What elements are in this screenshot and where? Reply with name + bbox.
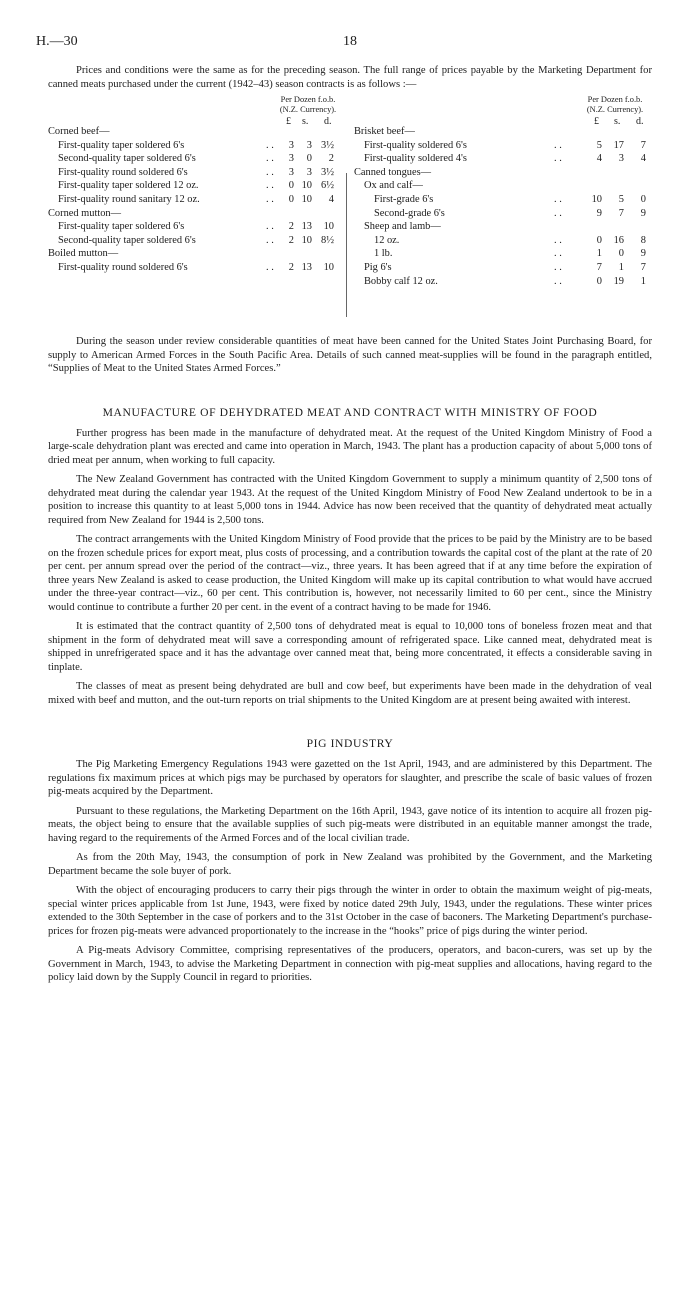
page-header	[36, 34, 664, 52]
currency-label: (N.Z. Currency).	[279, 105, 337, 114]
section-paragraph: The contract arrangements with the United Kingdom Ministry of Food provide that the prices to be paid by the Ministry are to be based on the frozen schedule prices for export meat, plus costs of processing, and a contribution towards the capital cost of the plant at the rate of 20 per cent. per annum spread over the period of the contract—viz., three years. It has been agreed that if at any time before the expiration of three years New Zealand is asked to cease production, the United Kingdom will make up its capital contribution to what would have accrued under the three-year contract—viz., 60 per cent. This contribution is, however, not necessarily limited to 60 per cent., since the Ministry would continue to contribute a further 20 per cent. in the event of a contract having to be made for 1946.	[48, 534, 652, 613]
pounds-value: 3	[288, 139, 294, 151]
pounds-value: 4	[596, 153, 602, 165]
price-row	[48, 220, 338, 234]
section-dehydrated-meat	[48, 406, 652, 708]
price-row	[48, 207, 338, 221]
section-pig-industry	[48, 737, 652, 985]
leader-dots: . .	[266, 234, 274, 246]
price-row	[48, 125, 338, 139]
pounds-value: 2	[288, 234, 294, 246]
price-row	[354, 275, 652, 289]
leader-dots: . .	[554, 248, 562, 260]
price-row	[354, 261, 652, 275]
price-item-label: Sheep and lamb—	[364, 221, 441, 233]
leader-dots: . .	[554, 153, 562, 165]
section-paragraph: A Pig-meats Advisory Committee, comprising representatives of the producers, operators, and bacon-curers, was set up by the Government in March, 1943, to advise the Marketing Department in connection with pig-meat supplies and allocations, having regard to the policy laid down by the Supply Council in regard to priorities.	[48, 945, 652, 983]
price-row	[354, 234, 652, 248]
per-dozen-label: Per Dozen f.o.b.	[280, 95, 336, 104]
leader-dots: . .	[266, 153, 274, 165]
pence-value: 6½	[321, 180, 334, 192]
price-item-label: Bobby calf 12 oz.	[364, 275, 438, 287]
shillings-value: 10	[301, 193, 312, 205]
price-row	[354, 139, 652, 153]
page-number: 18	[343, 34, 357, 49]
pence-value: 2	[328, 153, 334, 165]
section-paragraph: The New Zealand Government has contracted with the United Kingdom Government to supply a minimum quantity of 2,500 tons of dehydrated meat during the calendar year 1943. At the request of the United Kingdom Ministry of Food New Zealand undertook to be in a position to increase this quantity to at least 5,000 tons in 1944. Advice has now been received that the quantity of dehydrated meat actually required from New Zealand for 1944 is 2,500 tons.	[48, 474, 652, 526]
price-item-label: First-quality taper soldered 6's	[58, 221, 185, 233]
pounds-value: 0	[596, 275, 602, 287]
price-item-label: Ox and calf—	[364, 180, 423, 192]
pence-value: 3½	[321, 139, 334, 151]
section-paragraph: The classes of meat as present being dehydrated are bull and cow beef, but experiments have been made in the dehydration of veal mixed with beef and mutton, and the out-turn reports on trial shipments to the United Kingdom are at present being awaited with interest.	[48, 681, 652, 706]
pounds-value: 2	[288, 221, 294, 233]
price-row	[354, 166, 652, 180]
per-dozen-label: Per Dozen f.o.b.	[587, 95, 643, 104]
pence-header: d.	[324, 116, 332, 127]
shillings-value: 10	[301, 234, 312, 246]
leader-dots: . .	[554, 261, 562, 273]
pounds-value: 0	[596, 234, 602, 246]
leader-dots: . .	[266, 193, 274, 205]
pounds-value: 10	[591, 193, 602, 205]
shillings-value: 13	[301, 261, 312, 273]
shillings-value: 1	[618, 261, 624, 273]
page-content	[48, 64, 652, 991]
leader-dots: . .	[266, 261, 274, 273]
pence-value: 9	[640, 207, 646, 219]
price-item-label: First-quality round soldered 6's	[58, 166, 188, 178]
column-divider	[346, 173, 347, 317]
section-heading: MANUFACTURE OF DEHYDRATED MEAT AND CONTRACT WITH MINISTRY OF FOOD	[102, 405, 598, 419]
price-row	[354, 125, 652, 139]
pounds-value: 2	[288, 261, 294, 273]
shillings-value: 3	[306, 166, 312, 178]
pence-value: 3½	[321, 166, 334, 178]
price-column-right	[354, 95, 652, 288]
price-item-label: 12 oz.	[374, 234, 400, 246]
price-row	[48, 234, 338, 248]
pence-value: 0	[640, 193, 646, 205]
pence-value: 8	[640, 234, 646, 246]
pence-header: d.	[636, 116, 644, 127]
shillings-value: 0	[306, 153, 312, 165]
shilling-header: s.	[614, 116, 621, 127]
leader-dots: . .	[554, 193, 562, 205]
section-paragraph: As from the 20th May, 1943, the consumption of pork in New Zealand was prohibited by the Government, and the Marketing Department became the sole buyer of pork.	[48, 852, 652, 877]
price-item-label: Second-quality taper soldered 6's	[58, 234, 196, 246]
price-row	[354, 179, 652, 193]
shilling-header: s.	[302, 116, 309, 127]
price-row	[48, 179, 338, 193]
price-item-label: Corned beef—	[48, 126, 110, 137]
price-item-label: Canned tongues—	[354, 166, 432, 178]
intro-paragraph: Prices and conditions were the same as for the preceding season. The full range of prices payable by the Marketing Department for canned meats purchased under the current (1942–43) season contracts is as follows :—	[48, 65, 652, 90]
leader-dots: . .	[266, 221, 274, 233]
price-item-label: First-quality round soldered 6's	[58, 261, 188, 273]
leader-dots: . .	[554, 234, 562, 246]
price-item-label: First-quality taper soldered 6's	[58, 139, 185, 151]
section-heading: PIG INDUSTRY	[306, 737, 394, 750]
price-row	[48, 261, 338, 275]
pounds-value: 0	[288, 180, 294, 192]
price-item-label: Corned mutton—	[48, 207, 122, 219]
section-paragraph: With the object of encouraging producers to carry their pigs through the winter in order to obtain the maximum weight of pig-meats, special winter prices applicable from 1st June, 1943, were fixed by notice dated 29th July, 1943, under the regulations. These winter prices extended to the 30th September in the case of porkers and to the 31st October in the case of baconers. The Marketing Department's purchase-prices for frozen pig-meats were advanced proportionately to the increase in the “hooks” price of pigs during the winter period.	[48, 885, 652, 937]
leader-dots: . .	[554, 139, 562, 151]
shillings-value: 0	[618, 248, 624, 260]
price-item-label: First-quality soldered 6's	[364, 139, 467, 151]
price-row	[48, 152, 338, 166]
shillings-value: 3	[618, 153, 624, 165]
pounds-value: 3	[288, 166, 294, 178]
pence-value: 4	[328, 193, 334, 205]
shillings-value: 7	[618, 207, 624, 219]
currency-label: (N.Z. Currency).	[586, 105, 644, 114]
price-item-label: Boiled mutton—	[48, 248, 119, 260]
price-row	[48, 166, 338, 180]
section-paragraph: It is estimated that the contract quantity of 2,500 tons of dehydrated meat is equal to 10,000 tons of boneless frozen meat and that shipment in the form of dehydrated meat will save a corresponding amount of refrigerated space. Like canned meat, dehydrated meat is shipped in unrefrigerated space and it has the advantage over canned meat that, being more concentrated, it effects a considerable saving in tinplate.	[48, 621, 652, 673]
leader-dots: . .	[266, 180, 274, 192]
section-paragraph: The Pig Marketing Emergency Regulations 1943 were gazetted on the 1st April, 1943, and are administered by this Department. The regulations fix maximum prices at which pigs may be purchased by operators for slaughter, and prescribe the scale of basic values of frozen pig-meats acquired by the Department.	[48, 759, 652, 797]
price-unit-label	[253, 95, 363, 115]
price-rows-right	[354, 125, 652, 288]
pound-header: £	[286, 116, 291, 127]
pence-value: 10	[323, 221, 334, 233]
pounds-value: 1	[596, 248, 602, 260]
price-row	[354, 247, 652, 261]
price-header-right	[354, 95, 652, 125]
price-unit-label	[560, 95, 670, 115]
leader-dots: . .	[554, 207, 562, 219]
leader-dots: . .	[554, 275, 562, 287]
pounds-value: 3	[288, 153, 294, 165]
price-item-label: First-quality taper soldered 12 oz.	[58, 180, 199, 192]
price-item-label: Second-grade 6's	[374, 207, 445, 219]
shillings-value: 13	[301, 221, 312, 233]
price-column-left	[48, 95, 338, 275]
price-item-label: Second-quality taper soldered 6's	[58, 153, 196, 165]
price-table	[48, 95, 652, 319]
shillings-value: 5	[618, 193, 624, 205]
pounds-value: 0	[288, 193, 294, 205]
price-row	[354, 220, 652, 234]
pence-value: 1	[640, 275, 646, 287]
section-paragraph: Pursuant to these regulations, the Marketing Department on the 16th April, 1943, gave notice of its intention to acquire all frozen pig-meats, the object being to ensure that the available supplies of such pig-meats were distributed in an equitable manner amongst the trade, having regard to the requirements of the Armed Forces and of the local civilian trade.	[48, 805, 652, 844]
pounds-value: 5	[596, 139, 602, 151]
price-item-label: Brisket beef—	[354, 126, 415, 137]
price-row	[354, 207, 652, 221]
shillings-value: 16	[613, 234, 624, 246]
price-row	[354, 152, 652, 166]
price-row	[48, 247, 338, 261]
price-item-label: 1 lb.	[374, 248, 393, 260]
price-item-label: First-quality soldered 4's	[364, 153, 467, 165]
pounds-value: 7	[596, 261, 602, 273]
leader-dots: . .	[266, 166, 274, 178]
pence-value: 10	[323, 261, 334, 273]
price-item-label: Pig 6's	[364, 261, 392, 273]
price-rows-left	[48, 125, 338, 275]
leader-dots: . .	[266, 139, 274, 151]
after-table-paragraph: During the season under review considerable quantities of meat have been canned for the United States Joint Purchasing Board, for supply to American Armed Forces in the South Pacific Area. Details of such canned meat-supplies will be found in the paragraph entitled, “Supplies of Meat to the United States Armed Forces.”	[48, 336, 652, 374]
price-item-label: First-grade 6's	[374, 193, 434, 205]
pence-value: 7	[640, 261, 646, 273]
price-row	[354, 193, 652, 207]
pence-value: 4	[640, 153, 646, 165]
shillings-value: 17	[613, 139, 624, 151]
price-row	[48, 139, 338, 153]
shillings-value: 10	[301, 180, 312, 192]
shillings-value: 3	[306, 139, 312, 151]
pence-value: 7	[640, 139, 646, 151]
pounds-value: 9	[596, 207, 602, 219]
pound-header: £	[594, 116, 599, 127]
pence-value: 9	[640, 248, 646, 260]
document-reference: H.—30	[36, 34, 78, 49]
price-header-left	[48, 95, 338, 125]
section-paragraph: Further progress has been made in the manufacture of dehydrated meat. At the request of the United Kingdom Ministry of Food a large-scale dehydration plant was erected and came into operation in March, 1943. The plant has a production capacity of about 5,000 tons of dried meat per annum, when working to full capacity.	[48, 427, 652, 466]
shillings-value: 19	[613, 275, 624, 287]
price-item-label: First-quality round sanitary 12 oz.	[58, 193, 200, 205]
price-row	[48, 193, 338, 207]
pence-value: 8½	[321, 234, 334, 246]
